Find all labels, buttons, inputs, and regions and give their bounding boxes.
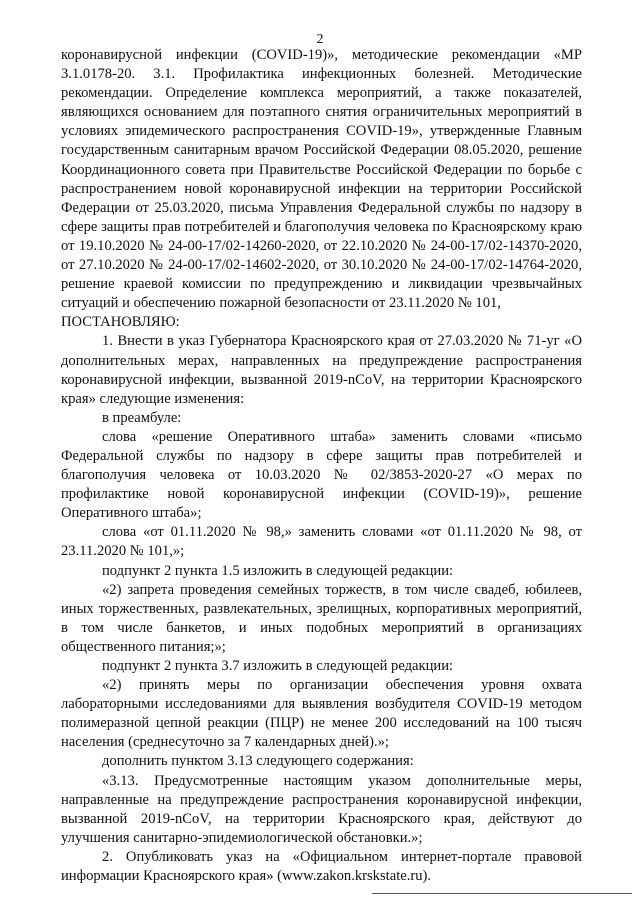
paragraph-decree: ПОСТАНОВЛЯЮ: [61, 314, 180, 331]
paragraph-preamble: в преамбуле: [102, 409, 182, 426]
paragraph-subitem-3-7-text: «2) принять меры по организации обеспечения уровня охвата лабораторными исследованиями для выявления возбудителя COVID-19 методом полимеразной цепной реакции (ПЦР) не менее 200 исследований на 100 тысяч населения (среднесуточно за 7 календарных дней).»; [61, 677, 582, 751]
paragraph-replace-words-1: слова «решение Оперативного штаба» заменить словами «письмо Федеральной службы по надзору в сфере защиты прав потребителей и благополучия человека от 10.03.2020 № 02/3853-2020-27 «О мерах по профилактике новой коронавирусной инфекции (COVID-19)», решение Оперативного штаба»; [61, 428, 582, 522]
document-body [61, 46, 582, 886]
paragraph-subitem-1-5: подпункт 2 пункта 1.5 изложить в следующей редакции: [102, 562, 454, 579]
paragraph-subitem-3-7: подпункт 2 пункта 3.7 изложить в следующей редакции: [102, 658, 454, 674]
paragraph-legal-basis: коронавирусной инфекции (COVID-19)», методические рекомендации «МР 3.1.0178-20. 3.1. Профилактика инфекционных болезней. Методические рекомендации. Определение комплекса мероприятий, а также показателей, являющихся основанием для поэтапного снятия ограничительных мероприятий в условиях эпидемического распространения COVID-19», утвержденные Главным государственным санитарным врачом Российской Федерации 08.05.2020, решение Координационного совета при Правительстве Российской Федерации по борьбе с распространением новой коронавирусной инфекции на территории Российской Федерации от 25.03.2020, письма Управления Федеральной службы по надзору в сфере защиты прав потребителей и благополучия человека по Красноярскому краю от 19.10.2020 № 24-00-17/02-14260-2020, от 22.10.2020 № 24-00-17/02-14370-2020, от 27.10.2020 № 24-00-17/02-14602-2020, от 30.10.2020 № 24-00-17/02-14764-2020, решение краевой комиссии по предупреждению и ликвидации чрезвычайных ситуаций и обеспечению пожарной безопасности от 23.11.2020 № 101, [61, 47, 582, 312]
paragraph-subitem-1-5-text: «2) запрета проведения семейных торжеств, в том числе свадеб, юбилеев, иных торжественных, развлекательных, зрелищных, корпоративных мероприятий, в том числе банкетов, и иных подобных мероприятий в организациях общественного питания;»; [61, 581, 582, 655]
scan-edge-line [372, 893, 632, 894]
page-number: 2 [316, 32, 324, 47]
paragraph-add-3-13: дополнить пунктом 3.13 следующего содержания: [102, 753, 414, 770]
paragraph-item-2: 2. Опубликовать указ на «Официальном интернет-портале правовой информации Красноярского края» (www.zakon.krskstate.ru). [61, 848, 582, 885]
paragraph-3-13-text: «3.13. Предусмотренные настоящим указом дополнительные меры, направленные на предупреждение распространения коронавирусной инфекции, вызванной 2019-nCoV, на территории Красноярского края, действуют до улучшения санитарно-эпидемиологической обстановки.»; [61, 772, 582, 846]
paragraph-replace-words-2: слова «от 01.11.2020 № 98,» заменить словами «от 01.11.2020 № 98, от 23.11.2020 № 101,»; [61, 524, 582, 560]
paragraph-item-1: 1. Внести в указ Губернатора Красноярского края от 27.03.2020 № 71-уг «О дополнительных мерах, направленных на предупреждение распространения коронавирусной инфекции, вызванной 2019-nCoV, на территории Красноярского края» следующие изменения: [61, 333, 582, 407]
